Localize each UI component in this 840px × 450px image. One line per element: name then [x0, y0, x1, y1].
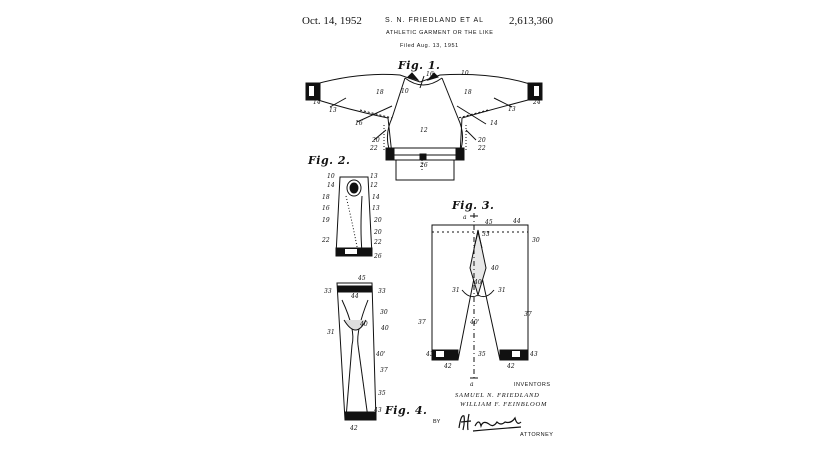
svg-text:37: 37 — [418, 319, 426, 326]
svg-text:16: 16 — [355, 120, 363, 127]
svg-text:42: 42 — [507, 363, 515, 370]
svg-text:a: a — [470, 381, 474, 388]
svg-text:40: 40 — [360, 321, 368, 328]
fig2-folded — [336, 177, 372, 256]
svg-text:18: 18 — [322, 194, 330, 201]
patent-date: Oct. 14, 1952 — [302, 15, 362, 27]
fig1-label: Fig. 1. — [398, 59, 441, 72]
fig2-label: Fig. 2. — [308, 154, 351, 167]
svg-text:20: 20 — [374, 229, 382, 236]
svg-text:19: 19 — [322, 217, 330, 224]
svg-text:22: 22 — [374, 239, 382, 246]
fig3-label: Fig. 3. — [452, 199, 495, 212]
svg-text:43: 43 — [374, 407, 382, 414]
svg-text:13: 13 — [372, 205, 380, 212]
svg-text:14: 14 — [327, 182, 335, 189]
inventor-header: S. N. FRIEDLAND ET AL — [385, 17, 485, 24]
svg-text:24: 24 — [533, 99, 541, 106]
svg-text:40: 40 — [491, 265, 499, 272]
fig4-label: Fig. 4. — [385, 404, 428, 417]
svg-text:10: 10 — [327, 173, 335, 180]
svg-text:10: 10 — [461, 70, 469, 77]
svg-text:35: 35 — [478, 351, 486, 358]
svg-text:14: 14 — [490, 120, 498, 127]
fig4-refs — [324, 275, 389, 432]
svg-text:13: 13 — [370, 173, 378, 180]
by-label: BY — [433, 419, 441, 425]
svg-text:12: 12 — [420, 127, 428, 134]
svg-text:22: 22 — [370, 145, 378, 152]
attorney-label: ATTORNEY — [520, 432, 554, 438]
svg-text:40: 40 — [381, 325, 389, 332]
svg-text:10: 10 — [401, 88, 409, 95]
svg-text:45: 45 — [485, 219, 493, 226]
patent-number: 2,613,360 — [509, 15, 553, 27]
svg-text:37: 37 — [524, 311, 532, 318]
svg-text:45: 45 — [358, 275, 366, 282]
inventors-label: INVENTORS — [514, 382, 551, 388]
svg-text:42: 42 — [350, 425, 358, 432]
svg-text:30: 30 — [532, 237, 540, 244]
svg-text:35: 35 — [378, 390, 386, 397]
svg-text:33: 33 — [482, 231, 490, 238]
svg-text:20: 20 — [478, 137, 486, 144]
svg-text:42: 42 — [444, 363, 452, 370]
svg-text:26: 26 — [374, 253, 382, 260]
svg-text:14: 14 — [372, 194, 380, 201]
svg-text:31: 31 — [327, 329, 335, 336]
svg-text:13: 13 — [508, 106, 516, 113]
attorney-signature — [455, 412, 525, 434]
svg-text:14: 14 — [313, 99, 321, 106]
patent-title: ATHLETIC GARMENT OR THE LIKE — [386, 30, 494, 36]
svg-text:33: 33 — [324, 288, 332, 295]
inventor-2-name: WILLIAM F. FEINBLOOM — [460, 401, 548, 408]
svg-text:31: 31 — [452, 287, 460, 294]
fig4-side-view — [337, 283, 376, 420]
svg-text:16: 16 — [426, 71, 434, 78]
svg-text:16: 16 — [322, 205, 330, 212]
svg-text:12: 12 — [370, 182, 378, 189]
svg-text:44: 44 — [351, 293, 359, 300]
svg-text:37: 37 — [380, 367, 388, 374]
svg-text:22: 22 — [478, 145, 486, 152]
svg-text:40': 40' — [376, 351, 386, 358]
svg-text:18: 18 — [464, 89, 472, 96]
inventor-1-name: SAMUEL N. FRIEDLAND — [455, 392, 540, 399]
svg-text:18: 18 — [376, 89, 384, 96]
svg-text:30: 30 — [380, 309, 388, 316]
svg-text:20: 20 — [374, 217, 382, 224]
svg-text:13: 13 — [329, 107, 337, 114]
svg-text:a: a — [463, 214, 467, 221]
svg-text:40: 40 — [474, 279, 482, 286]
filed-date: Filed Aug. 13, 1951 — [400, 43, 459, 49]
svg-text:40': 40' — [470, 319, 480, 326]
svg-text:20: 20 — [372, 137, 380, 144]
svg-text:43: 43 — [426, 351, 434, 358]
svg-text:33: 33 — [378, 288, 386, 295]
svg-text:22: 22 — [322, 237, 330, 244]
svg-text:43: 43 — [530, 351, 538, 358]
svg-text:31: 31 — [498, 287, 506, 294]
svg-text:26: 26 — [420, 162, 428, 169]
svg-text:44: 44 — [513, 218, 521, 225]
